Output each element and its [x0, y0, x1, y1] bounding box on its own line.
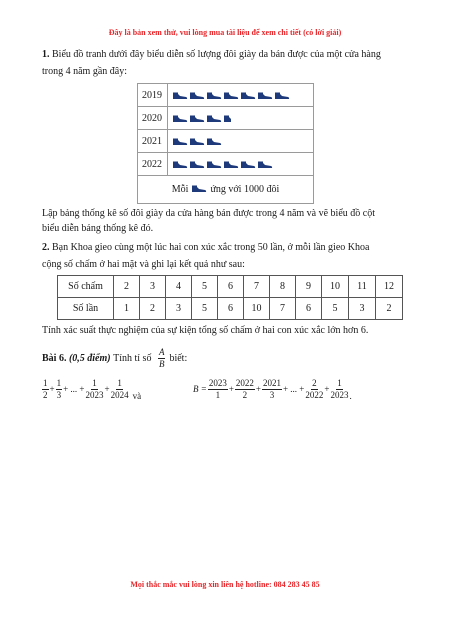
b3-den: 3: [269, 389, 275, 400]
shoe-icon: [189, 114, 205, 123]
table-cell-sum: 11: [349, 276, 376, 298]
table-cell-count: 10: [244, 298, 270, 320]
shoe-icon: [206, 160, 222, 169]
table-cell-count: 3: [166, 298, 192, 320]
bai6-text: Tính tỉ số: [113, 352, 152, 364]
table-cell-sum: 6: [218, 276, 244, 298]
op-plus: +: [228, 384, 234, 394]
pictograph-legend: [138, 176, 314, 204]
b1-den: 1: [215, 389, 221, 400]
pictograph-year: 2019: [138, 84, 168, 107]
q2-text1: Bạn Khoa gieo cùng một lúc hai con xúc xắc trong 50 lần, ở mỗi lần gieo Khoa: [52, 242, 370, 253]
row1-label: Số chấm: [58, 276, 114, 298]
pictograph-icons: [168, 130, 314, 153]
pictograph-icons: [168, 107, 314, 130]
op-plus: +: [104, 384, 110, 394]
bai6-text-after: biết:: [169, 352, 188, 364]
b-term-3: [262, 378, 282, 401]
bai6-heading: [42, 347, 187, 370]
shoe-icon: [189, 91, 205, 100]
shoe-icon: [206, 91, 222, 100]
legend-prefix: Mỗi: [171, 184, 189, 195]
b2-den: 2: [242, 389, 248, 400]
pictograph-icons: [168, 153, 314, 176]
b4-num: 2: [312, 377, 317, 388]
shoe-icon: [240, 160, 256, 169]
shoe-icon: [240, 91, 256, 100]
pictograph-year: 2020: [138, 107, 168, 130]
shoe-icon: [172, 114, 188, 123]
table-cell-sum: 8: [270, 276, 296, 298]
dice-table: [57, 275, 403, 320]
op-plus: +: [49, 384, 55, 394]
b5-num: 1: [337, 377, 342, 388]
shoe-icon: [257, 160, 273, 169]
shoe-icon: [189, 137, 205, 146]
table-cell-count: 3: [349, 298, 376, 320]
bai6-label: Bài 6.: [42, 352, 67, 364]
b-term-2: [235, 378, 255, 401]
table-cell-count: 5: [322, 298, 349, 320]
b5-den: 2023: [330, 389, 349, 400]
b4-den: 2022: [305, 389, 324, 400]
a-term-2: [56, 378, 63, 401]
shoe-icon: [172, 160, 188, 169]
table-cell-sum: 5: [192, 276, 218, 298]
op-ellipsis: + ... +: [282, 384, 305, 394]
q1-number: 1.: [42, 49, 50, 60]
expr-B: [192, 377, 353, 401]
ratio-den: B: [158, 359, 165, 369]
a-term-4: [111, 378, 129, 401]
q1-task-line2: biểu diễn bảng thống kê đó.: [42, 223, 154, 234]
op-plus: +: [255, 384, 261, 394]
op-ellipsis: + ... +: [63, 384, 85, 394]
pictograph: [137, 83, 314, 204]
table-cell-count: 5: [192, 298, 218, 320]
a2-den: 3: [56, 389, 62, 400]
a1-num: 1: [43, 377, 48, 388]
pictograph-row: [138, 107, 314, 130]
a-term-1: [42, 378, 49, 401]
b-term-5: [330, 378, 348, 401]
table-cell-sum: 10: [322, 276, 349, 298]
shoe-icon: [223, 91, 239, 100]
q2-line1: [42, 240, 414, 255]
table-cell-count: 1: [114, 298, 140, 320]
shoe-icon: [206, 114, 222, 123]
shoe-icon: [223, 160, 239, 169]
q1-text1: Biểu đồ tranh dưới đây biểu diễn số lượng đôi giày da bán được của một cửa hàng: [52, 49, 381, 60]
q2-line2: cộng số chấm ở hai mặt và ghi lại kết quả như sau:: [42, 259, 245, 270]
q1-line2: trong 4 năm gần đây:: [42, 66, 127, 77]
bai6-points: (0,5 điểm): [68, 352, 111, 364]
pictograph-row: [138, 130, 314, 153]
table-cell-sum: 9: [296, 276, 322, 298]
row2-label: Số lần: [58, 298, 114, 320]
a-term-3: [85, 378, 103, 401]
shoe-icon: [274, 91, 290, 100]
table-cell-count: 7: [270, 298, 296, 320]
a4-den: 2024: [110, 389, 129, 400]
pictograph-year: 2021: [138, 130, 168, 153]
pictograph-row: [138, 153, 314, 176]
b-term-1: [208, 378, 228, 401]
table-cell-count: 2: [140, 298, 166, 320]
shoe-icon: [223, 114, 231, 123]
table-cell-sum: 3: [140, 276, 166, 298]
q1-line1: [42, 47, 414, 62]
table-cell-sum: 4: [166, 276, 192, 298]
shoe-icon: [257, 91, 273, 100]
b-term-4: [305, 378, 323, 401]
table-cell-count: 2: [376, 298, 403, 320]
table-cell-sum: 7: [244, 276, 270, 298]
table-cell-count: 6: [296, 298, 322, 320]
end-dot: .: [349, 391, 352, 401]
shoe-icon: [191, 184, 207, 193]
shoe-icon: [172, 137, 188, 146]
pictograph-row: [138, 84, 314, 107]
table-cell-sum: 2: [114, 276, 140, 298]
a3-den: 2023: [85, 389, 104, 400]
ratio-num: A: [158, 347, 165, 357]
pictograph-year: 2022: [138, 153, 168, 176]
a1-den: 2: [43, 389, 48, 400]
ratio-fraction: [158, 347, 166, 370]
q2-number: 2.: [42, 242, 50, 253]
b2-num: 2022: [235, 377, 254, 388]
hotline-footer: Mọi thắc mắc vui lòng xin liên hệ hotline: 084 283 45 85: [130, 580, 320, 589]
preview-notice: Đây là bản xem thử, vui lòng mua tài liệu để xem chi tiết (có lời giải): [108, 28, 342, 37]
a4-num: 1: [117, 377, 122, 388]
q1-task-line1: Lập bảng thống kê số đôi giày da cửa hàng bán được trong 4 năm và vẽ biểu đồ cột: [42, 208, 375, 219]
a2-num: 1: [56, 377, 62, 388]
table-cell-count: 6: [218, 298, 244, 320]
legend-suffix: ứng với 1000 đôi: [210, 184, 280, 195]
and-word: và: [132, 391, 142, 401]
q2-task: Tính xác suất thực nghiệm của sự kiện tổng số chấm ở hai con xúc xắc lớn hơn 6.: [42, 325, 369, 336]
shoe-icon: [172, 91, 188, 100]
op-plus: +: [324, 384, 330, 394]
b1-num: 2023: [208, 377, 227, 388]
shoe-icon: [189, 160, 205, 169]
b3-num: 2021: [262, 377, 281, 388]
table-cell-sum: 12: [376, 276, 403, 298]
a3-num: 1: [92, 377, 97, 388]
expr-A: [42, 377, 142, 401]
pictograph-icons: [168, 84, 314, 107]
shoe-icon: [206, 137, 222, 146]
b-prefix: B =: [193, 384, 207, 394]
